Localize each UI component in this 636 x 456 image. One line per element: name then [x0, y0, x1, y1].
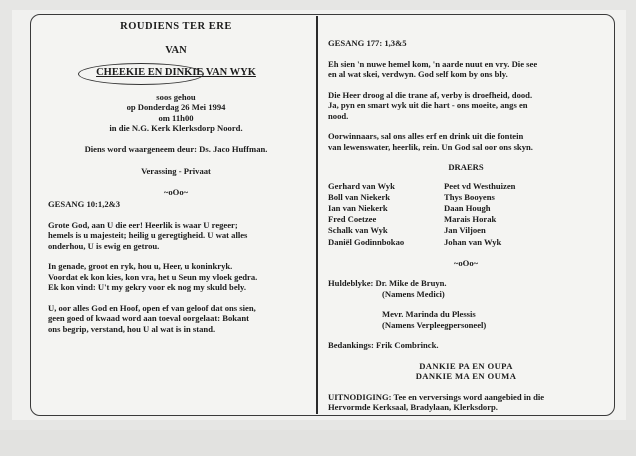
- tribute-1: Huldeblyke: Dr. Mike de Bruyn.: [328, 278, 447, 289]
- title: ROUDIENS TER ERE: [120, 21, 232, 32]
- bearer-name: Schalk van Wyk: [328, 225, 388, 236]
- bearer-name: Johan van Wyk: [444, 236, 502, 247]
- bearers-title: DRAERS: [448, 162, 484, 172]
- hymn-verse: [48, 220, 304, 252]
- officiant: Diens word waargeneem deur: Ds. Jaco Huffman.: [84, 143, 268, 154]
- deceased-names-text: CHEEKIE EN DINKIE VAN WYK: [96, 67, 256, 78]
- hymn-verse: [328, 131, 604, 152]
- column-divider: [316, 16, 318, 414]
- service-details: [48, 92, 304, 134]
- names-oval: [78, 63, 204, 85]
- verse-line: Ek kon vind: U't my gekry voor ek nog my skuld bely.: [48, 282, 247, 292]
- invitation: UITNODIGING: Tee en verversings word aangebied in die: [328, 391, 545, 402]
- bearer-name: Boll van Niekerk: [328, 191, 391, 202]
- verse-line: Eh sien 'n nuwe hemel kom, 'n aarde nuut en vry. Die see: [328, 58, 538, 69]
- detail-line: soos gehou: [156, 91, 196, 102]
- verse-line: Grote God, aan U die eer! Heerlik is waar U regeer;: [48, 219, 238, 230]
- hymn-verse: [48, 261, 304, 293]
- closing-line-2: DANKIE MA EN OUMA: [415, 371, 517, 382]
- thanks: Bedankings: Frik Combrinck.: [328, 340, 439, 351]
- bearer-name: Marais Horak: [444, 214, 497, 225]
- detail-line: op Donderdag 26 Mei 1994: [126, 102, 226, 112]
- left-column: [48, 22, 304, 334]
- bearer-name: Daniël Godinnbokao: [328, 236, 405, 247]
- verse-line: nood.: [328, 110, 349, 121]
- verse-line: onderhou, U is ewig en getrou.: [48, 240, 160, 251]
- bearer-name: Gerhard van Wyk: [328, 180, 395, 191]
- right-column: [328, 22, 604, 413]
- verse-line: hemels is u majesteit; heilig u geregtigheid. U wat alles: [48, 230, 248, 240]
- verse-line: Ja, pyn en smart wyk uit die hart - ons moeite, angs en: [328, 100, 528, 110]
- tribute-1-note: (Namens Medici): [382, 288, 445, 299]
- names-block: [48, 67, 304, 80]
- bearer-name: Ian van Niekerk: [328, 202, 388, 213]
- verse-line: Oorwinnaars, sal ons alles erf en drink uit die fontein: [328, 131, 524, 141]
- hymn-heading: GESANG 10:1,2&3: [48, 199, 121, 209]
- van-label: VAN: [165, 44, 187, 56]
- separator: ~oOo~: [453, 257, 479, 268]
- detail-line: in die N.G. Kerk Klerksdorp Noord.: [109, 123, 243, 133]
- hymn-verse: [328, 90, 604, 122]
- refreshments: Verassing - Privaat: [141, 166, 211, 176]
- verse-line: en al wat skei, verdwyn. God self kom by ons bly.: [328, 69, 508, 79]
- hymn-heading: GESANG 177: 1,3&5: [328, 38, 407, 48]
- bearer-name: Thys Booyens: [444, 191, 495, 202]
- verse-line: In genade, groot en ryk, hou u, Heer, u koninkryk.: [48, 261, 233, 271]
- detail-line: om 11h00: [158, 112, 194, 123]
- verse-line: U, oor alles God en Hoof, open ef van geloof dat ons sien,: [48, 302, 256, 313]
- bearer-name: Fred Coetzee: [328, 214, 377, 225]
- verse-line: Voordat ek kon kies, kon vra, het u Seun my vloek gedra.: [48, 271, 258, 282]
- hymn-verse: [48, 303, 304, 335]
- closing-line-1: DANKIE PA EN OUPA: [419, 360, 513, 371]
- hymn-verse: [328, 59, 604, 80]
- bearer-name: Daan Hough: [444, 202, 491, 213]
- bearer-name: Jan Viljoen: [444, 225, 486, 236]
- tribute-2-note: (Namens Verpleegpersoneel): [382, 319, 487, 330]
- deceased-names: [92, 67, 260, 80]
- tribute-2: Mevr. Marinda du Plessis: [382, 309, 476, 320]
- verse-line: van lewenswater, heerlik, rein. Un God sal oor ons skyn.: [328, 141, 533, 152]
- verse-line: Die Heer droog al die trane af, verby is droefheid, dood.: [328, 89, 533, 100]
- scan-margin: [0, 430, 636, 456]
- bearer-name: Peet vd Westhuizen: [444, 180, 516, 191]
- bearers-list: [328, 181, 604, 248]
- separator: ~oOo~: [163, 186, 189, 197]
- invitation-line-2: Hervormde Kerksaal, Bradylaan, Klerksdorp.: [328, 402, 498, 413]
- verse-line: ons begrip, verstand, hou U al wat is in stand.: [48, 323, 216, 334]
- verse-line: geen goed of kwaad word aan toeval oorgelaat: Bokant: [48, 313, 249, 323]
